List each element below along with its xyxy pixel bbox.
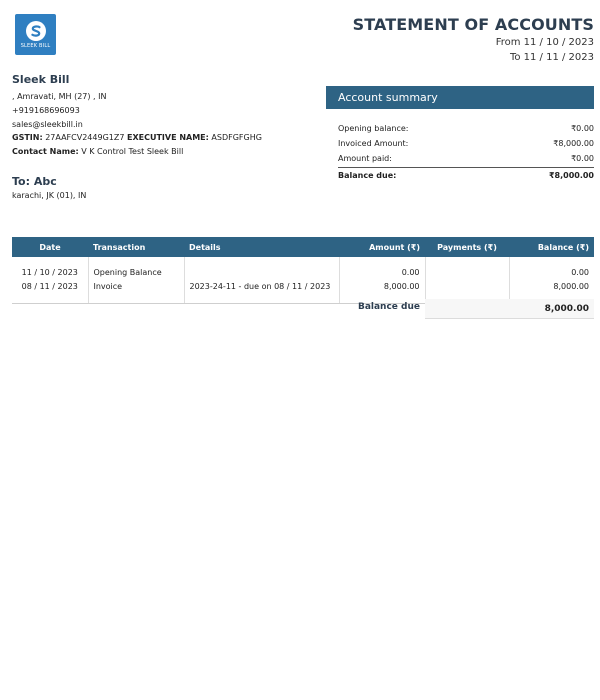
balance-cell [509, 257, 594, 304]
row-date: 08 / 11 / 2023 [21, 282, 78, 291]
gstin-label: GSTIN: [12, 133, 43, 142]
row-payments [431, 281, 504, 295]
details-cell [184, 257, 339, 304]
gstin-value: 27AAFCV2449G1Z7 [45, 133, 125, 142]
paid-label: Amount paid: [338, 154, 392, 163]
company-gstin-line [12, 133, 262, 142]
row-amount: 0.00 [401, 268, 420, 277]
col-date: Date [12, 237, 88, 257]
row-payments [431, 267, 504, 281]
recipient-name: To: Abc [12, 175, 57, 188]
payments-cell [425, 257, 509, 304]
row-balance: 8,000.00 [553, 282, 589, 291]
row-balance: 0.00 [571, 268, 589, 277]
balance-due-label: Balance due: [338, 171, 397, 180]
contact-label: Contact Name: [12, 147, 79, 156]
summary-balance-row [338, 167, 594, 180]
table-balance-due-label: Balance due [357, 302, 420, 312]
row-details: 2023-24-11 - due on 08 / 11 / 2023 [189, 282, 331, 291]
row-date: 11 / 10 / 2023 [21, 268, 78, 277]
company-contact-line [12, 147, 183, 156]
table-body-row [12, 257, 594, 304]
summary-paid-row [338, 154, 594, 163]
company-phone: +919168696093 [12, 106, 80, 115]
statement-title: STATEMENT OF ACCOUNTS [352, 15, 594, 34]
sleek-bill-logo-icon [25, 20, 47, 42]
company-email: sales@sleekbill.in [12, 120, 83, 129]
col-amount: Amount (₹) [339, 237, 425, 257]
table-header-row [12, 237, 594, 257]
logo-text: SLEEK BILL [20, 43, 51, 49]
summary-opening-row [338, 124, 594, 133]
paid-value: ₹0.00 [571, 154, 594, 163]
opening-value: ₹0.00 [571, 124, 594, 133]
balance-due-value: ₹8,000.00 [548, 171, 594, 180]
recipient-address: karachi, JK (01), IN [12, 191, 87, 200]
executive-value: ASDFGFGHG [211, 133, 262, 142]
col-transaction: Transaction [88, 237, 184, 257]
opening-label: Opening balance: [338, 124, 409, 133]
account-summary-header: Account summary [326, 86, 594, 109]
col-balance: Balance (₹) [509, 237, 594, 257]
contact-value: V K Control Test Sleek Bill [81, 147, 184, 156]
amount-cell [339, 257, 425, 304]
summary-invoiced-row [338, 139, 594, 148]
invoiced-value: ₹8,000.00 [553, 139, 594, 148]
col-payments: Payments (₹) [425, 237, 509, 257]
row-transaction: Opening Balance [93, 268, 162, 277]
company-name: Sleek Bill [12, 73, 70, 86]
row-transaction: Invoice [93, 282, 123, 291]
transactions-table [12, 237, 594, 304]
transaction-cell [88, 257, 184, 304]
executive-label: EXECUTIVE NAME: [126, 133, 209, 142]
date-cell [12, 257, 88, 304]
period-to: To 11 / 11 / 2023 [509, 52, 594, 63]
invoiced-label: Invoiced Amount: [338, 139, 409, 148]
col-details: Details [184, 237, 339, 257]
table-balance-due-value: 8,000.00 [425, 299, 594, 319]
row-details [190, 267, 334, 281]
period-from: From 11 / 10 / 2023 [495, 37, 594, 48]
company-address: , Amravati, MH (27) , IN [12, 92, 107, 101]
sleek-bill-logo [15, 14, 56, 55]
row-amount: 8,000.00 [383, 282, 420, 291]
